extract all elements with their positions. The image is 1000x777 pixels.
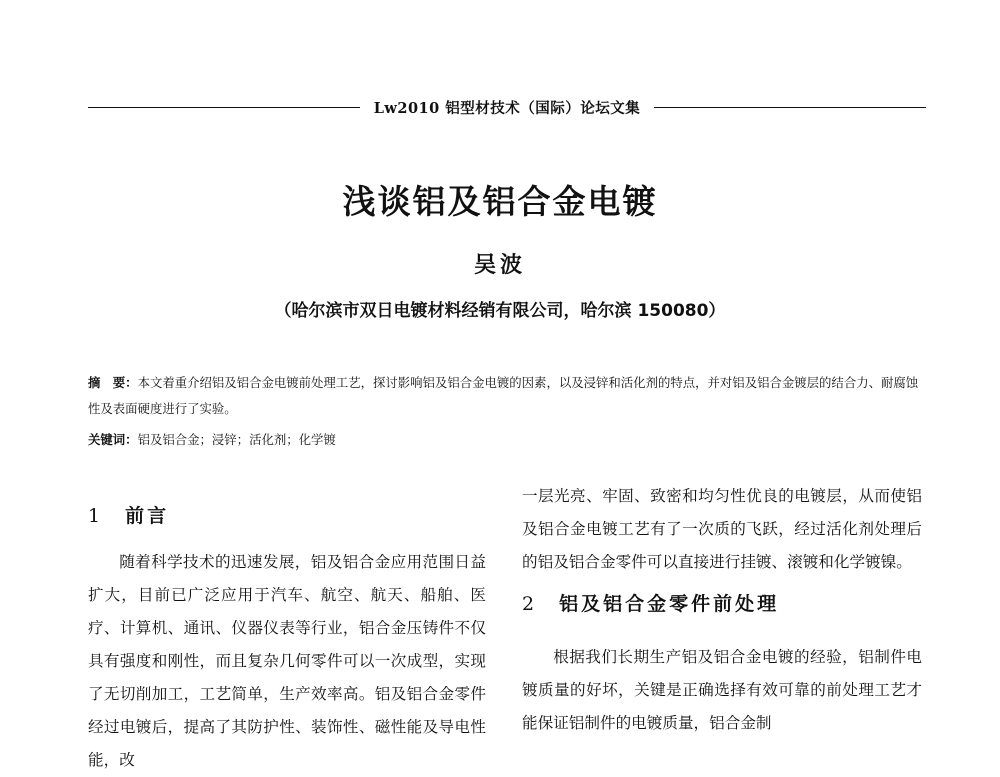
article-title: 浅谈铝及铝合金电镀 xyxy=(342,182,658,221)
section-number: 1 xyxy=(88,504,104,527)
section-paragraph: 根据我们长期生产铝及铝合金电镀的经验，铝制件电镀质量的好坏，关键是正确选择有效可靠的前处理工艺才能保证铝制件的电镀质量，铝合金制 xyxy=(522,648,922,732)
abstract-label: 摘 要： xyxy=(88,375,138,390)
section-title: 铝及铝合金零件前处理 xyxy=(559,592,780,615)
right-column xyxy=(522,480,922,740)
keywords-text: 铝及铝合金；浸锌；活化剂；化学镀 xyxy=(137,432,336,447)
article-author: 吴波 xyxy=(473,252,526,278)
section-heading xyxy=(522,585,922,623)
section-paragraph: 随着科学技术的迅速发展，铝及铝合金应用范围日益扩大，目前已广泛应用于汽车、航空、航天、船舶、医疗、计算机、通讯、仪器仪表等行业，铝合金压铸件不仅具有强度和刚性，而且复杂几何零件可以一次成型，实现了无切削加工，工艺简单，生产效率高。铝及铝合金零件经过电镀后，提高了其防护性、装饰性、磁性能及导电性能，改 xyxy=(88,553,486,769)
running-header xyxy=(88,92,926,122)
header-rule-right xyxy=(654,107,926,108)
abstract-text: 本文着重介绍铝及铝合金电镀前处理工艺，探讨影响铝及铝合金电镀的因素，以及浸锌和活化剂的特点，并对铝及铝合金镀层的结合力、耐腐蚀性及表面硬度进行了实验。 xyxy=(88,375,919,416)
section-number: 2 xyxy=(522,592,538,615)
keywords xyxy=(88,428,928,452)
running-header-text: Lw2010 铝型材技术（国际）论坛文集 xyxy=(373,99,641,117)
author-affiliation: （哈尔滨市双日电镀材料经销有限公司，哈尔滨 150080） xyxy=(274,301,726,321)
left-column xyxy=(88,496,486,777)
section-heading xyxy=(88,496,486,536)
header-rule-left xyxy=(88,107,360,108)
abstract xyxy=(88,370,928,422)
continued-paragraph: 一层光亮、牢固、致密和均匀性优良的电镀层，从而使铝及铝合金电镀工艺有了一次质的飞跃，经过活化剂处理后的铝及铝合金零件可以直接进行挂镀、滚镀和化学镀镍。 xyxy=(522,487,922,571)
section-title: 前言 xyxy=(125,504,170,527)
keywords-label: 关键词： xyxy=(88,432,138,447)
